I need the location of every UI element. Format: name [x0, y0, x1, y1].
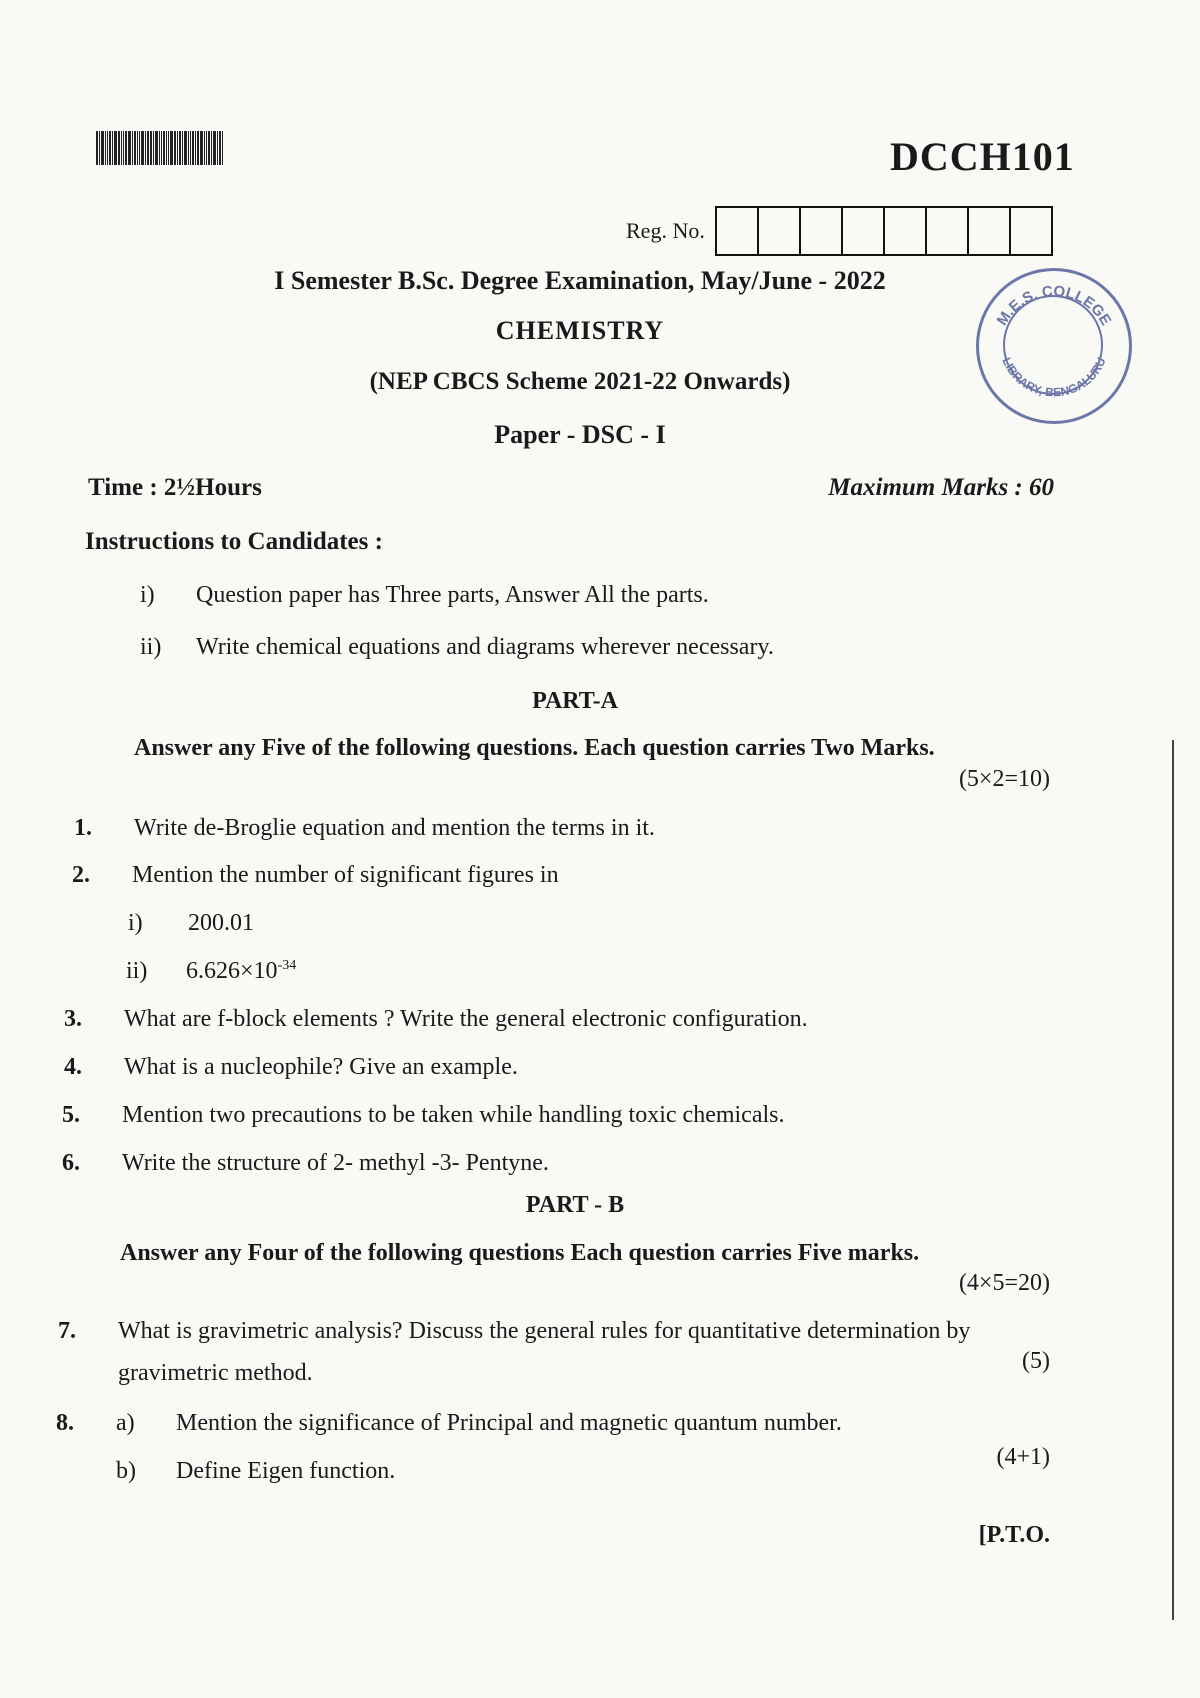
question-number: 4.	[64, 1054, 82, 1080]
reg-digit-box	[969, 208, 1011, 254]
question-text: Mention the significance of Principal and magnetic quantum number.	[176, 1410, 842, 1436]
instructions-heading: Instructions to Candidates :	[85, 528, 383, 555]
part-b-direction: Answer any Four of the following questions Each question carries Five marks.	[120, 1240, 920, 1266]
question-text: What are f-block elements ? Write the general electronic configuration.	[124, 1006, 808, 1032]
sub-question-text: 200.01	[188, 910, 254, 936]
reg-number-field	[626, 206, 1053, 256]
question-8a	[56, 1410, 842, 1437]
question-number: 3.	[64, 1006, 82, 1032]
instruction-item	[140, 634, 774, 661]
question-text: Write de-Broglie equation and mention the terms in it.	[134, 815, 655, 841]
scheme-title: (NEP CBCS Scheme 2021-22 Onwards)	[369, 368, 791, 395]
question-7-marks: (5)	[1022, 1348, 1050, 1374]
sub-question-value: 6.626×10	[186, 958, 278, 984]
reg-digit-box	[1011, 208, 1051, 254]
question-text: gravimetric method.	[118, 1360, 313, 1386]
instruction-number: i)	[140, 582, 155, 608]
question-number: 1.	[74, 815, 92, 841]
page-edge-line	[1172, 740, 1174, 1620]
sub-question-number: ii)	[126, 958, 148, 984]
reg-digit-box	[885, 208, 927, 254]
reg-digit-box	[759, 208, 801, 254]
instruction-item	[140, 582, 709, 609]
part-a-direction: Answer any Five of the following questions. Each question carries Two Marks.	[134, 735, 935, 761]
sub-question-text	[186, 958, 296, 985]
question-text: Write the structure of 2- methyl -3- Pentyne.	[122, 1150, 549, 1176]
question	[72, 862, 559, 889]
question-number: 6.	[62, 1150, 80, 1176]
question-text: What is gravimetric analysis? Discuss the general rules for quantitative determination by	[118, 1318, 971, 1344]
question-number: 8.	[56, 1410, 74, 1436]
paper-code: DCCH101	[890, 134, 1075, 179]
reg-digit-box	[717, 208, 759, 254]
question	[74, 815, 655, 842]
svg-text:LIBRARY, BENGALURU: LIBRARY, BENGALURU	[999, 355, 1109, 400]
question-text: Define Eigen function.	[176, 1458, 396, 1484]
question-number: 5.	[62, 1102, 80, 1128]
sub-question-number: b)	[116, 1458, 136, 1484]
exponent: -34	[277, 958, 297, 973]
maximum-marks: Maximum Marks : 60	[828, 474, 1054, 501]
question-7-continued	[118, 1360, 313, 1387]
part-b-marks: (4×5=20)	[958, 1270, 1050, 1296]
exam-title: I Semester B.Sc. Degree Examination, May/June - 2022	[274, 266, 886, 295]
instruction-text: Question paper has Three parts, Answer All the parts.	[196, 582, 709, 608]
barcode	[96, 131, 284, 165]
question-number: 2.	[72, 862, 90, 888]
reg-label: Reg. No.	[626, 218, 705, 243]
question	[62, 1150, 549, 1177]
question-7	[58, 1318, 970, 1345]
reg-digit-box	[801, 208, 843, 254]
reg-digit-box	[843, 208, 885, 254]
time-allowed: Time : 2½Hours	[88, 474, 262, 501]
please-turn-over: [P.T.O.	[978, 1522, 1050, 1548]
question	[64, 1054, 518, 1081]
sub-question-number: i)	[128, 910, 143, 936]
instruction-number: ii)	[140, 634, 162, 660]
part-a-heading: PART-A	[532, 688, 618, 714]
svg-text:M.E.S. COLLEGE: M.E.S. COLLEGE	[993, 282, 1115, 329]
paper-title: Paper - DSC - I	[494, 420, 666, 449]
part-b-heading: PART - B	[525, 1192, 625, 1218]
question-text: Mention the number of significant figures in	[132, 862, 559, 888]
part-a-marks: (5×2=10)	[958, 766, 1050, 792]
reg-boxes	[715, 206, 1053, 256]
question-8b	[116, 1458, 395, 1485]
reg-digit-box	[927, 208, 969, 254]
question-number: 7.	[58, 1318, 76, 1344]
question	[62, 1102, 785, 1129]
question-text: What is a nucleophile? Give an example.	[124, 1054, 518, 1080]
question-8-marks: (4+1)	[996, 1444, 1050, 1470]
question-text: Mention two precautions to be taken while handling toxic chemicals.	[122, 1102, 785, 1128]
instruction-text: Write chemical equations and diagrams wherever necessary.	[196, 634, 774, 660]
question	[64, 1006, 808, 1033]
subject-title: CHEMISTRY	[495, 316, 665, 345]
sub-question	[126, 958, 296, 985]
sub-question-number: a)	[116, 1410, 135, 1436]
sub-question	[128, 910, 254, 937]
